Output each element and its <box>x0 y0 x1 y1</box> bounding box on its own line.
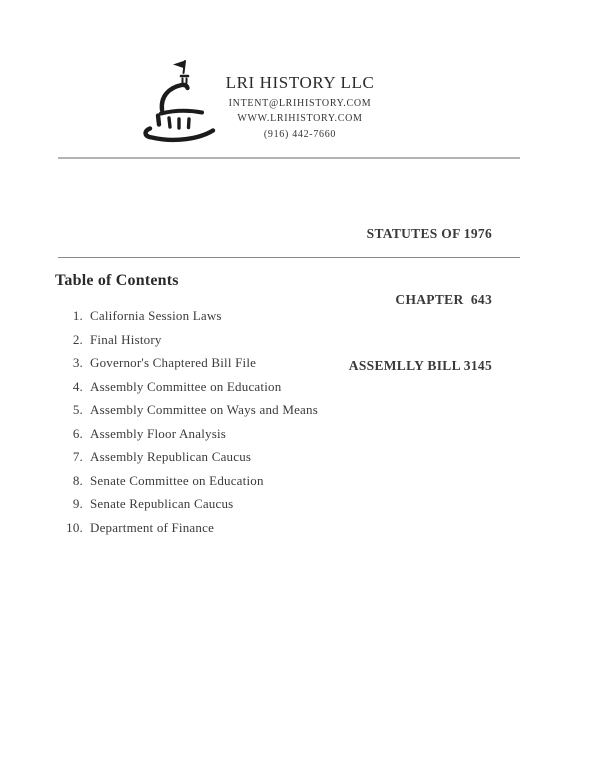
toc-item-number: 4. <box>72 378 83 394</box>
toc-item <box>55 380 318 394</box>
email-text: INTENT@LRIHISTORY.COM <box>228 98 372 109</box>
toc-item-number: 3. <box>72 355 83 370</box>
toc-item-label: Governor's Chaptered Bill File <box>90 355 257 370</box>
divider-top <box>58 157 520 159</box>
toc-item <box>55 309 318 323</box>
toc-title: Table of Contents <box>55 272 179 289</box>
toc-item-number: 10. <box>66 519 83 535</box>
toc-list <box>55 309 318 544</box>
website-text: WWW.LRIHISTORY.COM <box>237 113 363 125</box>
letterhead-contact-block <box>180 73 420 142</box>
toc-item-number: 5. <box>72 402 83 417</box>
toc-item-label: Department of Finance <box>90 519 215 535</box>
phone-text: (916) 442-7660 <box>263 128 337 140</box>
toc-item-number: 7. <box>72 449 83 464</box>
toc-item <box>55 521 318 535</box>
toc-item <box>55 450 318 464</box>
statute-bill-line: ASSEMLLY BILL 3145 <box>348 358 492 373</box>
toc-item-label: Assembly Committee on Education <box>90 378 282 394</box>
toc-item-label: Assembly Republican Caucus <box>90 449 252 464</box>
toc-item <box>55 497 318 511</box>
statute-year-line: STATUTES OF 1976 <box>366 226 492 241</box>
toc-item-label: California Session Laws <box>90 308 222 323</box>
toc-item <box>55 356 318 370</box>
toc-item-number: 6. <box>72 425 83 441</box>
toc-item-label: Assembly Committee on Ways and Means <box>90 402 318 417</box>
company-name: LRI HISTORY LLC <box>225 73 375 92</box>
toc-item <box>55 427 318 441</box>
toc-item-number: 8. <box>72 472 83 488</box>
toc-item-label: Final History <box>90 331 162 347</box>
toc-item-label: Assembly Floor Analysis <box>90 425 227 441</box>
statute-reference-block <box>349 179 492 421</box>
statute-chapter-line: CHAPTER 643 <box>395 292 492 307</box>
toc-item-number: 2. <box>72 331 83 347</box>
toc-item-label: Senate Committee on Education <box>90 472 264 488</box>
toc-item-number: 9. <box>72 496 83 511</box>
toc-item <box>55 333 318 347</box>
toc-item-number: 1. <box>72 308 83 323</box>
toc-item <box>55 474 318 488</box>
toc-item <box>55 403 318 417</box>
toc-item-label: Senate Republican Caucus <box>90 496 234 511</box>
